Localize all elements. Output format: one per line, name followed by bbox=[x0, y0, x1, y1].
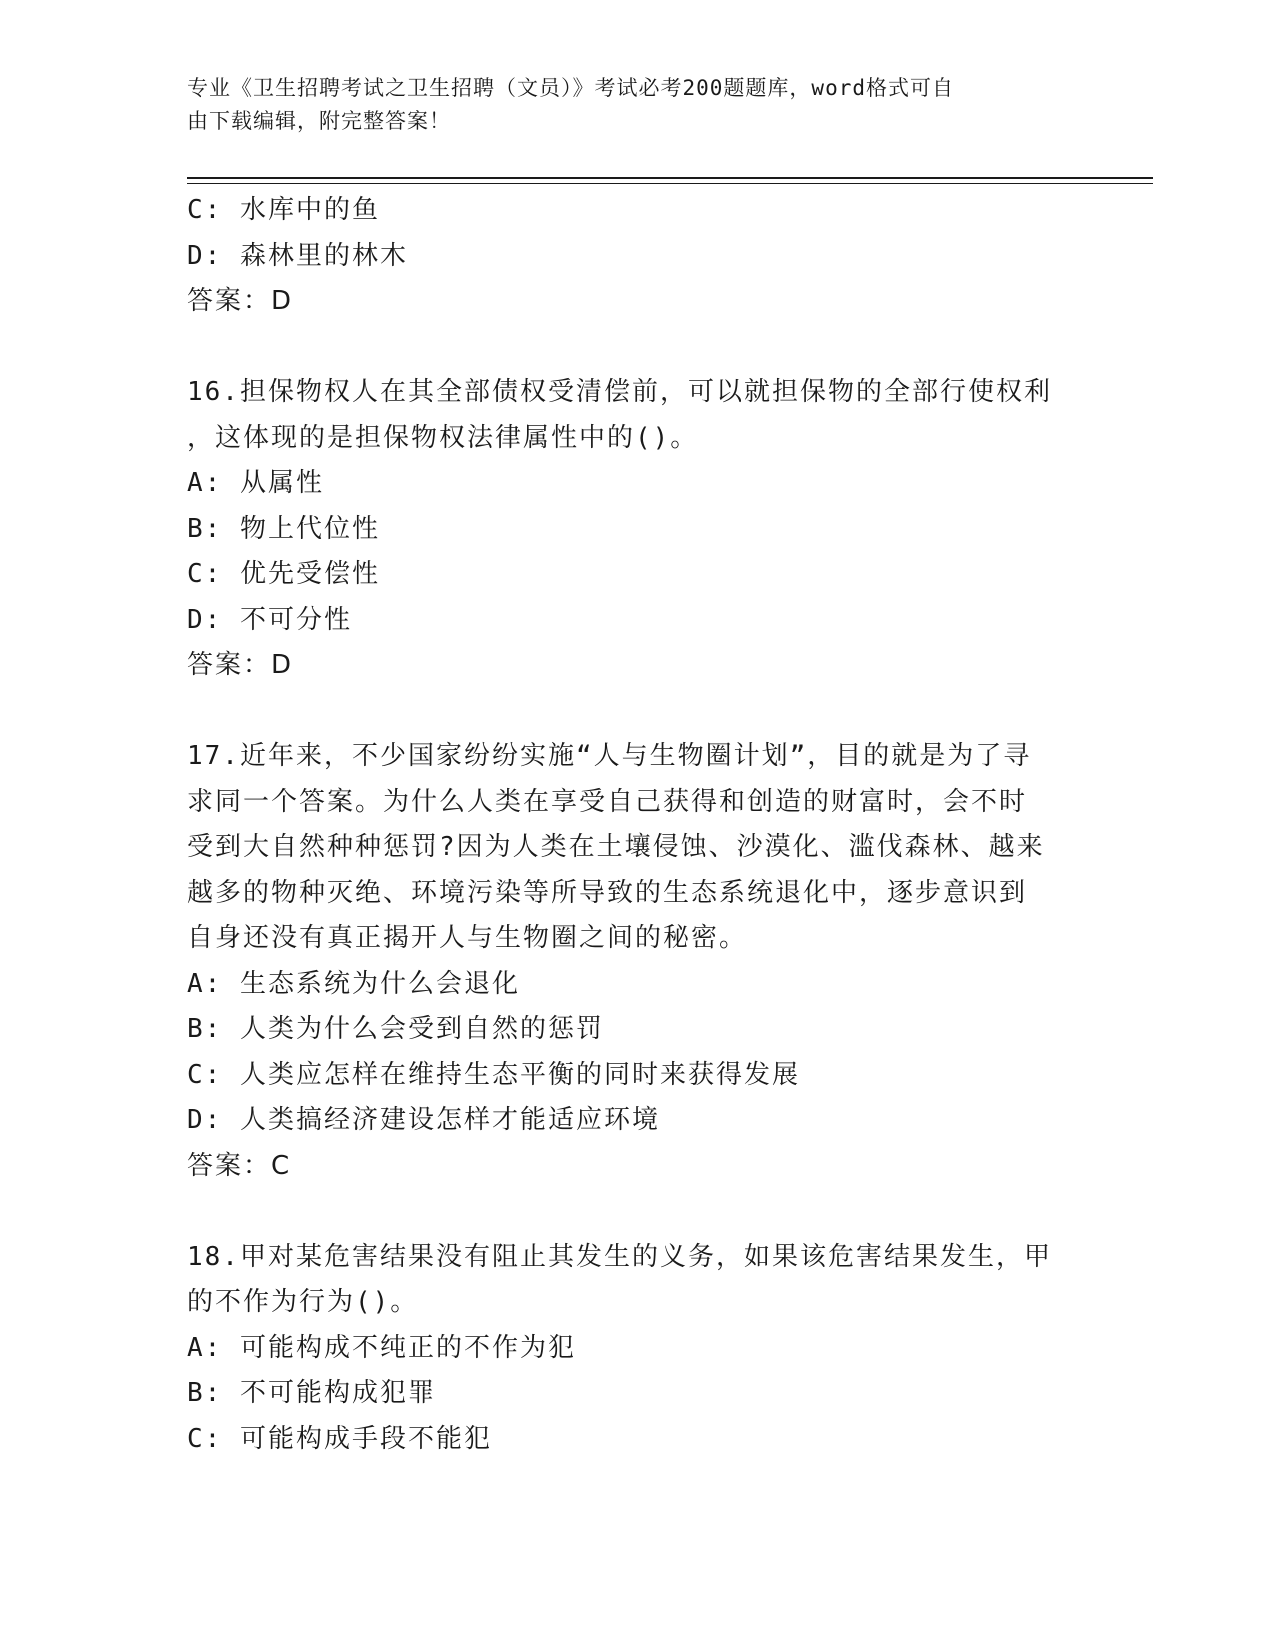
option-b: B: 人类为什么会受到自然的惩罚 bbox=[187, 1014, 604, 1044]
option-c: C: 人类应怎样在维持生态平衡的同时来获得发展 bbox=[187, 1059, 800, 1090]
option-b: B: 物上代位性 bbox=[187, 513, 380, 544]
option-d: D: 人类搞经济建设怎样才能适应环境 bbox=[187, 1105, 660, 1135]
question-spacer bbox=[187, 689, 1087, 735]
option-d: D: 不可分性 bbox=[187, 604, 352, 635]
question-15-tail bbox=[187, 188, 1087, 325]
question-16 bbox=[187, 370, 1087, 689]
question-18 bbox=[187, 1235, 1087, 1463]
option-c: C: 可能构成手段不能犯 bbox=[187, 1423, 492, 1454]
question-stem-line: 越多的物种灭绝、环境污染等所导致的生态系统退化中，逐步意识到 bbox=[187, 877, 1028, 908]
question-stem-line: 16.担保物权人在其全部债权受清偿前，可以就担保物的全部行使权利 bbox=[187, 377, 1052, 407]
question-spacer bbox=[187, 1189, 1087, 1235]
document-header bbox=[187, 72, 1077, 138]
question-list bbox=[187, 188, 1087, 1462]
answer-line: 答案：D bbox=[187, 650, 294, 680]
option-a: A: 从属性 bbox=[187, 468, 324, 498]
question-spacer bbox=[187, 325, 1087, 371]
question-stem-line: ，这体现的是担保物权法律属性中的()。 bbox=[187, 422, 699, 453]
question-stem-line: 自身还没有真正揭开人与生物圈之间的秘密。 bbox=[187, 923, 748, 953]
option-c: C: 优先受偿性 bbox=[187, 559, 380, 589]
option-c: C: 水库中的鱼 bbox=[187, 195, 380, 225]
header-divider-thin bbox=[187, 183, 1153, 184]
answer-line: 答案：D bbox=[187, 286, 294, 316]
header-title-line-1: 专业《卫生招聘考试之卫生招聘（文员）》考试必考200题题库，word格式可自 bbox=[187, 76, 954, 100]
answer-line: 答案：C bbox=[187, 1150, 292, 1181]
question-stem-line: 18.甲对某危害结果没有阻止其发生的义务，如果该危害结果发生，甲 bbox=[187, 1241, 1052, 1272]
option-d: D: 森林里的林木 bbox=[187, 240, 408, 271]
question-stem-line: 受到大自然种种惩罚?因为人类在土壤侵蚀、沙漠化、滥伐森林、越来 bbox=[187, 832, 1045, 862]
header-divider-thick bbox=[187, 177, 1153, 179]
option-b: B: 不可能构成犯罪 bbox=[187, 1378, 436, 1408]
header-title-line-2: 由下载编辑，附完整答案！ bbox=[187, 109, 451, 133]
option-a: A: 生态系统为什么会退化 bbox=[187, 968, 520, 999]
question-17 bbox=[187, 734, 1087, 1189]
option-a: A: 可能构成不纯正的不作为犯 bbox=[187, 1332, 576, 1363]
question-stem-line: 17.近年来，不少国家纷纷实施“人与生物圈计划”，目的就是为了寻 bbox=[187, 741, 1032, 771]
question-stem-line: 的不作为行为()。 bbox=[187, 1287, 419, 1317]
question-stem-line: 求同一个答案。为什么人类在享受自己获得和创造的财富时，会不时 bbox=[187, 786, 1028, 817]
